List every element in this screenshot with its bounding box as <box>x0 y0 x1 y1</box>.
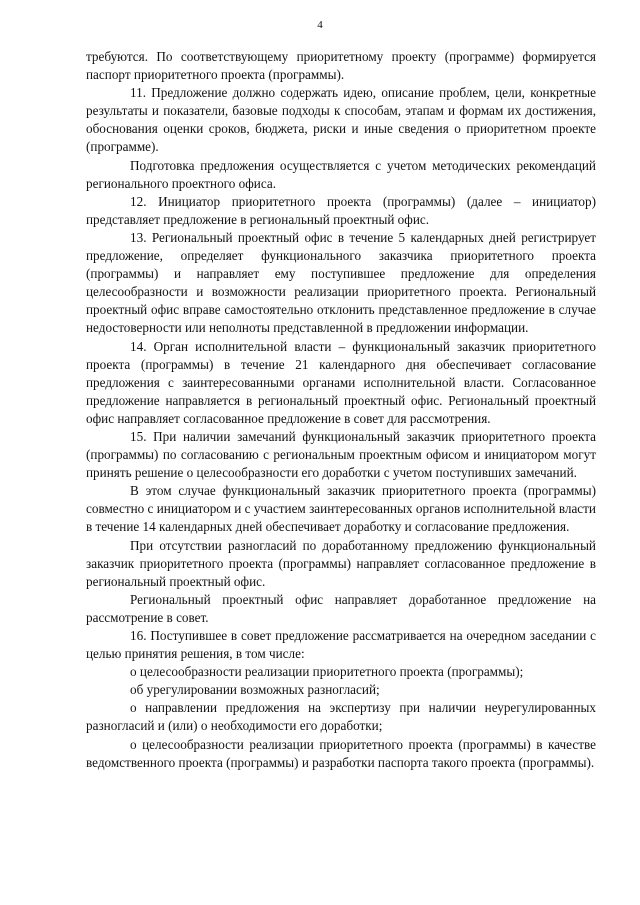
paragraph-forward-to-council: Региональный проектный офис направляет доработанное предложение на рассмотрение в совет. <box>86 591 596 625</box>
paragraph-item-13: 13. Региональный проектный офис в течение 5 календарных дней регистрирует предложение, определяет функционального заказчика приоритетного проекта (программы) и направляет ему поступившее предложение для определения целесообразности и возможности реализации приоритетного проекта. Региональный проектный офис вправе самостоятельно отклонить представленное предложение в случае недостоверности или неполноты представленной в предложении информации. <box>86 229 596 336</box>
paragraph-no-disagreements: При отсутствии разногласий по доработанному предложению функциональный заказчик приоритетного проекта (программы) направляет согласованное предложение в региональный проектный офис. <box>86 537 596 589</box>
paragraph-item-15: 15. При наличии замечаний функциональный заказчик приоритетного проекта (программы) по согласованию с региональным проектным офисом и инициатором могут принять решение о целесообразности его доработки с учетом поступивших замечаний. <box>86 428 596 481</box>
paragraph-continuation: требуются. По соответствующему приоритетному проекту (программе) формируется паспорт приоритетного проекта (программы). <box>86 49 596 83</box>
paragraph-item-12: 12. Инициатор приоритетного проекта (программы) (далее – инициатор) представляет предложение в региональный проектный офис. <box>86 193 596 227</box>
paragraph-item-11: 11. Предложение должно содержать идею, описание проблем, цели, конкретные результаты и показатели, базовые подходы к способам, этапам и формам их достижения, обоснования оценки сроков, бюджета, риски и иные сведения о приоритетном проекте (программе). <box>86 85 596 155</box>
paragraph-item-14: 14. Орган исполнительной власти – функциональный заказчик приоритетного проекта (программы) в течение 21 календарного дня обеспечивает согласование предложения с заинтересованными органами исполнительной власти. Согласованное предложение направляется в региональный проектный офис. Региональный проектный офис направляет согласованное предложение в совет для рассмотрения. <box>86 338 596 426</box>
paragraph-item-16: 16. Поступившее в совет предложение рассматривается на очередном заседании с целью принятия решения, в том числе: <box>86 628 596 662</box>
list-item-feasibility: о целесообразности реализации приоритетного проекта (программы); <box>130 664 524 680</box>
list-item-departmental-project: о целесообразности реализации приоритетного проекта (программы) в качестве ведомственного проекта (программы) и разработки паспорта такого проекта (программы). <box>86 736 596 770</box>
document-body <box>86 48 596 772</box>
list-item-expertise: о направлении предложения на экспертизу при наличии неурегулированных разногласий и (или) о необходимости его доработки; <box>86 700 596 734</box>
paragraph-methodology: Подготовка предложения осуществляется с учетом методических рекомендаций регионального проектного офиса. <box>86 157 596 191</box>
list-item-disagreements: об урегулировании возможных разногласий; <box>130 682 380 698</box>
paragraph-revision: В этом случае функциональный заказчик приоритетного проекта (программы) совместно с инициатором и с участием заинтересованных органов исполнительной власти в течение 14 календарных дней обеспечивает доработку и согласование предложения. <box>86 483 596 535</box>
page-number: 4 <box>317 19 323 31</box>
